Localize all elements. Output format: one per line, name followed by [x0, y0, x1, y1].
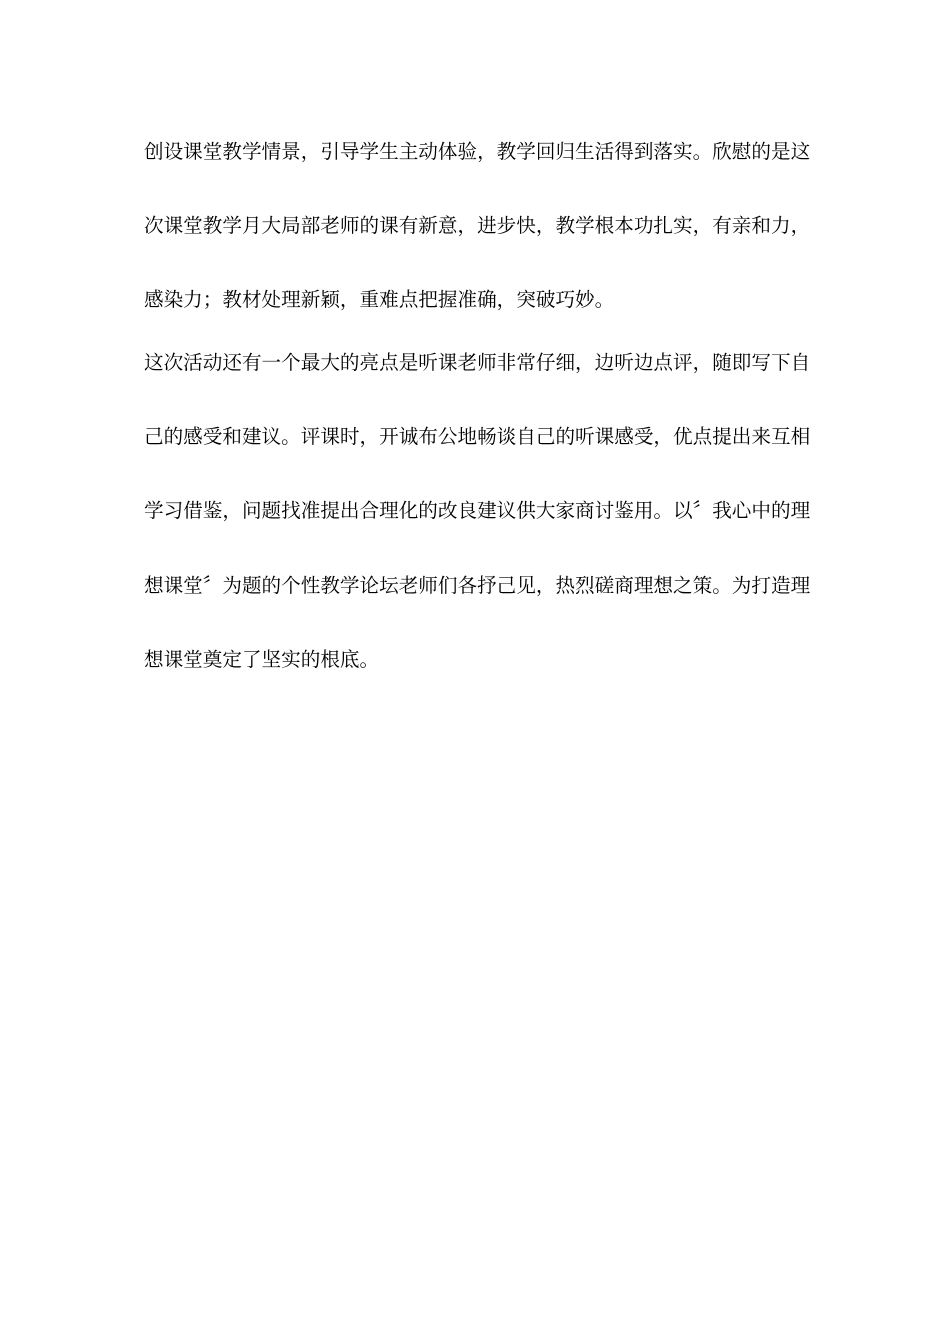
paragraph-line: 想课堂奠定了坚实的根底。	[144, 648, 380, 671]
paragraph-line: 感染力；教材处理新颖，重难点把握准确，突破巧妙。	[144, 288, 615, 311]
paragraph-line: 创设课堂教学情景，引导学生主动体验，教学回归生活得到落实。欣慰的是这	[144, 140, 811, 163]
paragraph-line: 次课堂教学月大局部老师的课有新意，进步快，教学根本功扎实，有亲和力，	[144, 214, 811, 237]
paragraph-line: 学习借鉴，问题找准提出合理化的改良建议供大家商讨鉴用。以〞我心中的理	[144, 499, 811, 522]
paragraph-line: 己的感受和建议。评课时，开诚布公地畅谈自己的听课感受，优点提出来互相	[144, 425, 811, 448]
paragraph-line: 想课堂〞为题的个性教学论坛老师们各抒己见，热烈磋商理想之策。为打造理	[144, 574, 811, 597]
paragraph-line: 这次活动还有一个最大的亮点是听课老师非常仔细，边听边点评，随即写下自	[144, 351, 811, 374]
